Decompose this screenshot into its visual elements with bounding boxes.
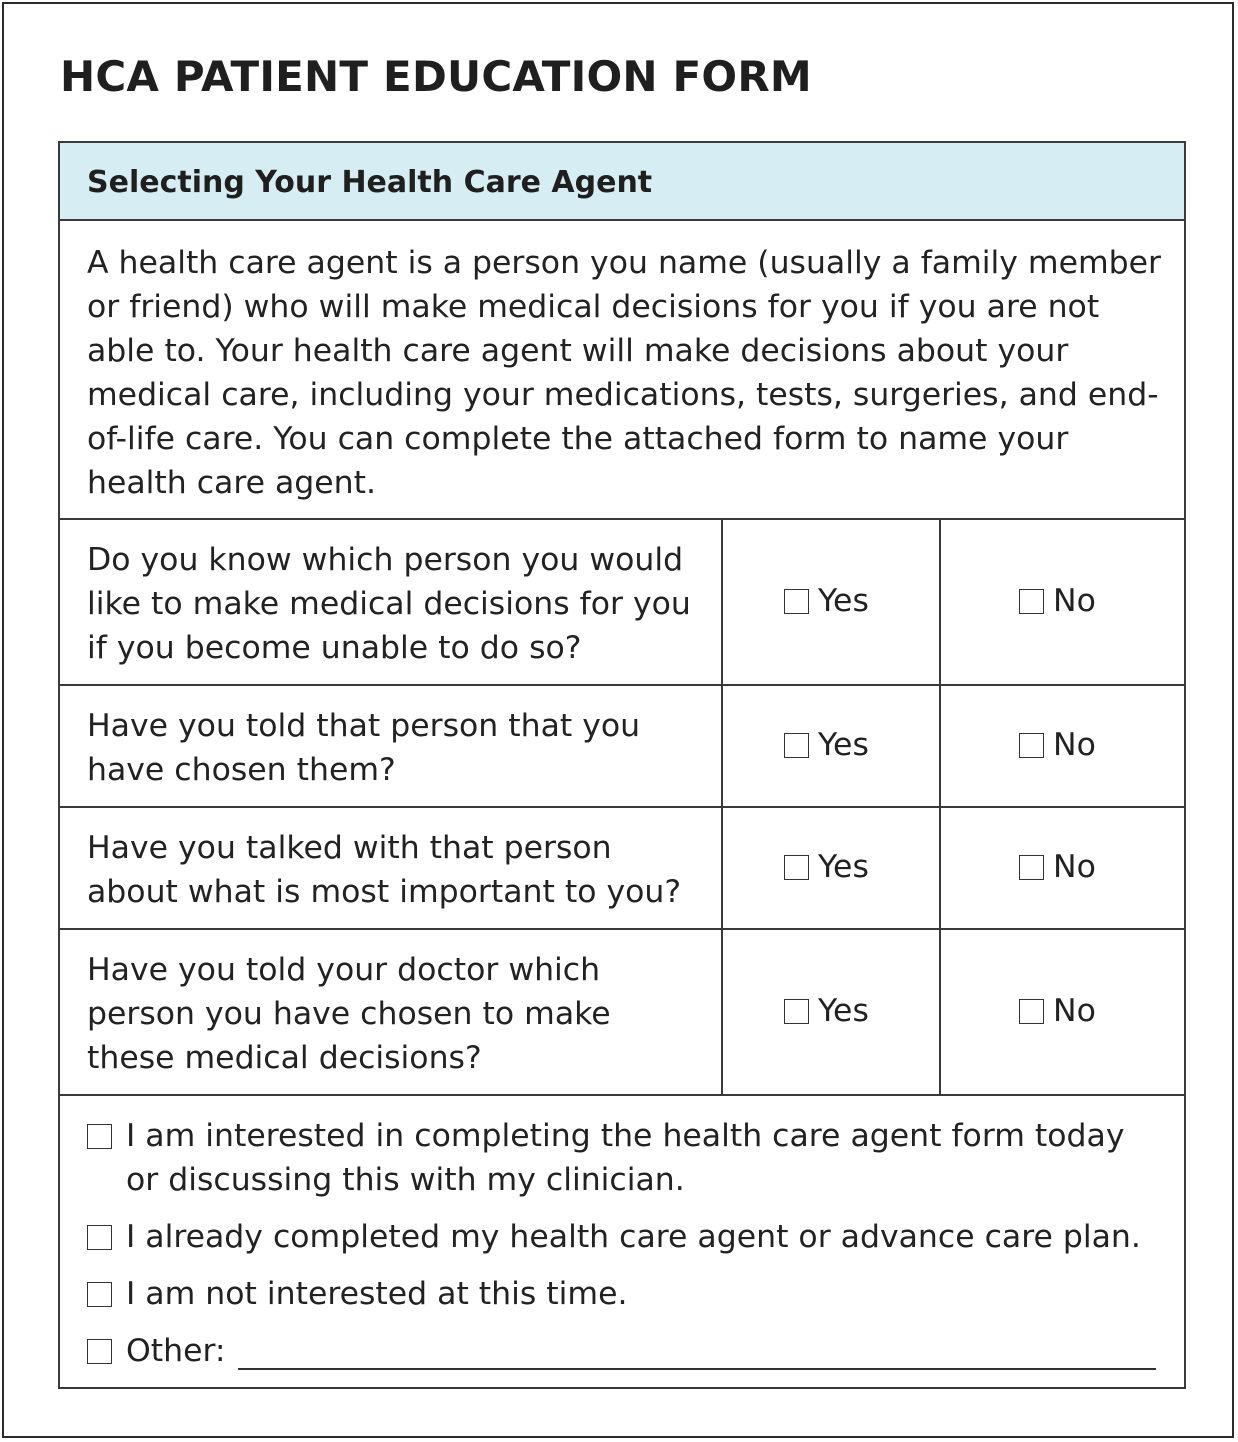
checkbox-box[interactable] — [1019, 589, 1044, 614]
column-divider — [721, 518, 723, 1096]
intro-text: A health care agent is a person you name (usually a family member or friend) who will make medical decisions for you if you are not able to. Your health care agent will make decisions about your medical care, including your medications, tests, surgeries, and end-of-life care. You can complete the attached form to name your health care agent. — [87, 245, 1161, 501]
checkbox-box[interactable] — [784, 855, 809, 880]
form-page — [2, 2, 1234, 1438]
no-label: No — [1053, 727, 1096, 763]
section-header — [60, 143, 1184, 221]
checkbox-box[interactable] — [87, 1124, 112, 1149]
no-label: No — [1053, 849, 1096, 885]
yes-checkbox[interactable] — [784, 993, 869, 1029]
row-divider — [60, 928, 1184, 930]
option-not-interested[interactable] — [87, 1272, 1166, 1316]
section-title: Selecting Your Health Care Agent — [87, 165, 653, 200]
checkbox-box[interactable] — [87, 1282, 112, 1307]
form-table — [58, 141, 1186, 1389]
no-label: No — [1053, 993, 1096, 1029]
checkbox-box[interactable] — [1019, 733, 1044, 758]
question-text: Have you talked with that person about what is most important to you? — [87, 830, 682, 910]
no-checkbox[interactable] — [1019, 583, 1096, 619]
yes-label: Yes — [818, 583, 869, 619]
checkbox-box[interactable] — [784, 589, 809, 614]
question-text: Have you told your doctor which person you have chosen to make these medical decisions? — [87, 952, 611, 1076]
option-label: I am interested in completing the health care agent form today or discussing this with my clinician. — [126, 1118, 1125, 1198]
question-text: Do you know which person you would like to make medical decisions for you if you become unable to do so? — [87, 542, 691, 666]
checkbox-box[interactable] — [784, 733, 809, 758]
form-title: HCA PATIENT EDUCATION FORM — [60, 52, 812, 101]
yes-label: Yes — [818, 993, 869, 1029]
no-label: No — [1053, 583, 1096, 619]
row-divider — [60, 806, 1184, 808]
other-text-field[interactable] — [238, 1368, 1156, 1370]
option-label: I am not interested at this time. — [126, 1276, 628, 1312]
option-other[interactable] — [87, 1329, 226, 1373]
yes-checkbox[interactable] — [784, 583, 869, 619]
no-checkbox[interactable] — [1019, 993, 1096, 1029]
checkbox-box[interactable] — [784, 999, 809, 1024]
option-interested[interactable] — [87, 1114, 1166, 1202]
checkbox-box[interactable] — [1019, 999, 1044, 1024]
option-label: Other: — [126, 1333, 226, 1369]
row-divider — [60, 1094, 1184, 1096]
option-label: I already completed my health care agent or advance care plan. — [126, 1219, 1141, 1255]
column-divider — [939, 518, 941, 1096]
yes-checkbox[interactable] — [784, 849, 869, 885]
yes-checkbox[interactable] — [784, 727, 869, 763]
row-divider — [60, 684, 1184, 686]
checkbox-box[interactable] — [1019, 855, 1044, 880]
checkbox-box[interactable] — [87, 1225, 112, 1250]
no-checkbox[interactable] — [1019, 849, 1096, 885]
option-already-completed[interactable] — [87, 1215, 1166, 1259]
row-divider — [60, 518, 1184, 520]
question-text: Have you told that person that you have chosen them? — [87, 708, 641, 788]
no-checkbox[interactable] — [1019, 727, 1096, 763]
yes-label: Yes — [818, 727, 869, 763]
yes-label: Yes — [818, 849, 869, 885]
checkbox-box[interactable] — [87, 1339, 112, 1364]
